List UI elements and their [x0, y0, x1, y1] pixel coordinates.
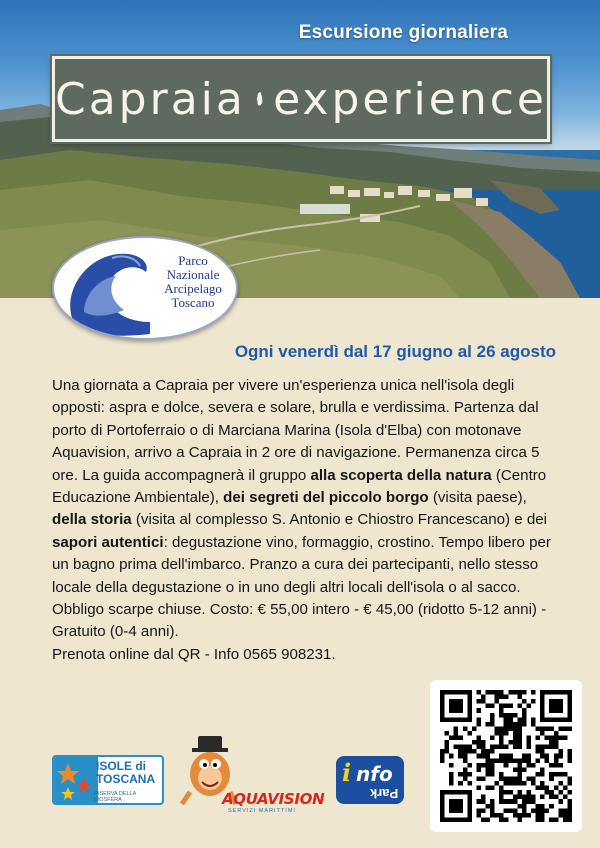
starfish-icon — [54, 757, 98, 805]
desc-bold: dei segreti del piccolo borgo — [223, 489, 429, 507]
isole-title-line-1: ISOLE di — [96, 759, 147, 773]
park-name — [150, 254, 236, 310]
park-line-1: Parco — [178, 253, 208, 268]
info-park-word: Park — [369, 786, 398, 801]
desc-part: Una giornata a Capraia per vivere un'esperienza unica nell'isola degli opposti: aspra e dolce, severa e solare, brulla e verdissima. Partenza dal porto di Portoferraio o di Marciana Marina (Isola d'Elba) con motonave Aquavision, arrivo a Capraia in 2 ore di navigazione. Permanenza circa 5 ore. La guida accompagnerà il gruppo — [52, 377, 540, 484]
title-left: Capraia — [55, 73, 246, 125]
park-line-3: Arcipelago — [164, 281, 222, 296]
desc-bold: della storia — [52, 511, 132, 529]
info-i-letter: i — [342, 758, 352, 787]
island-silhouette-icon — [256, 64, 263, 134]
desc-part: : degustazione vino, formaggio, crostino. Tempo libero per un bagno prima dell'imbarco. Pranzo a cura dei partecipanti, nello stesso locale della degustazione o in uno degli altri locali dell'isola o al sacco. Obbligo scarpe chiuse. Costo: € 55,00 intero - € 45,00 (ridotto 5-12 anni) - Gratuito (0-4 anni). — [52, 533, 551, 641]
desc-part: (visita paese), — [428, 489, 527, 507]
title-banner — [52, 56, 550, 142]
desc-bold: alla scoperta della natura — [310, 466, 492, 484]
aquavision-name: AQUAVISION — [222, 790, 325, 808]
desc-part: (Centro Educazione Ambientale), — [52, 466, 547, 507]
info-park-logo — [336, 756, 404, 804]
desc-bold: sapori autentici — [52, 533, 164, 551]
qr-code[interactable] — [430, 680, 582, 832]
desc-part: (visita al complesso S. Antonio e Chiostro Francescano) e dei — [131, 511, 547, 529]
aquavision-logo — [178, 730, 328, 814]
park-line-2: Nazionale — [166, 267, 220, 282]
park-logo — [52, 236, 238, 340]
title-right: experience — [273, 73, 547, 125]
description-text — [52, 375, 558, 666]
subtitle: Escursione giornaliera — [298, 22, 508, 43]
aquavision-subtitle: SERVIZI MARITTIMI — [228, 808, 296, 814]
isole-subtitle: RISERVA DELLA BIOSFERA — [94, 791, 136, 803]
qr-code-icon — [440, 690, 572, 822]
info-word: nfo — [356, 762, 393, 786]
park-line-4: Toscano — [171, 295, 215, 310]
schedule-line: Ogni venerdì dal 17 giugno al 26 agosto — [234, 342, 556, 361]
isole-title-line-2: TOSCANA — [96, 772, 156, 786]
isole-title — [96, 760, 164, 786]
isole-di-toscana-logo — [52, 755, 164, 805]
booking-info: Prenota online dal QR - Info 0565 908231. — [52, 645, 336, 663]
